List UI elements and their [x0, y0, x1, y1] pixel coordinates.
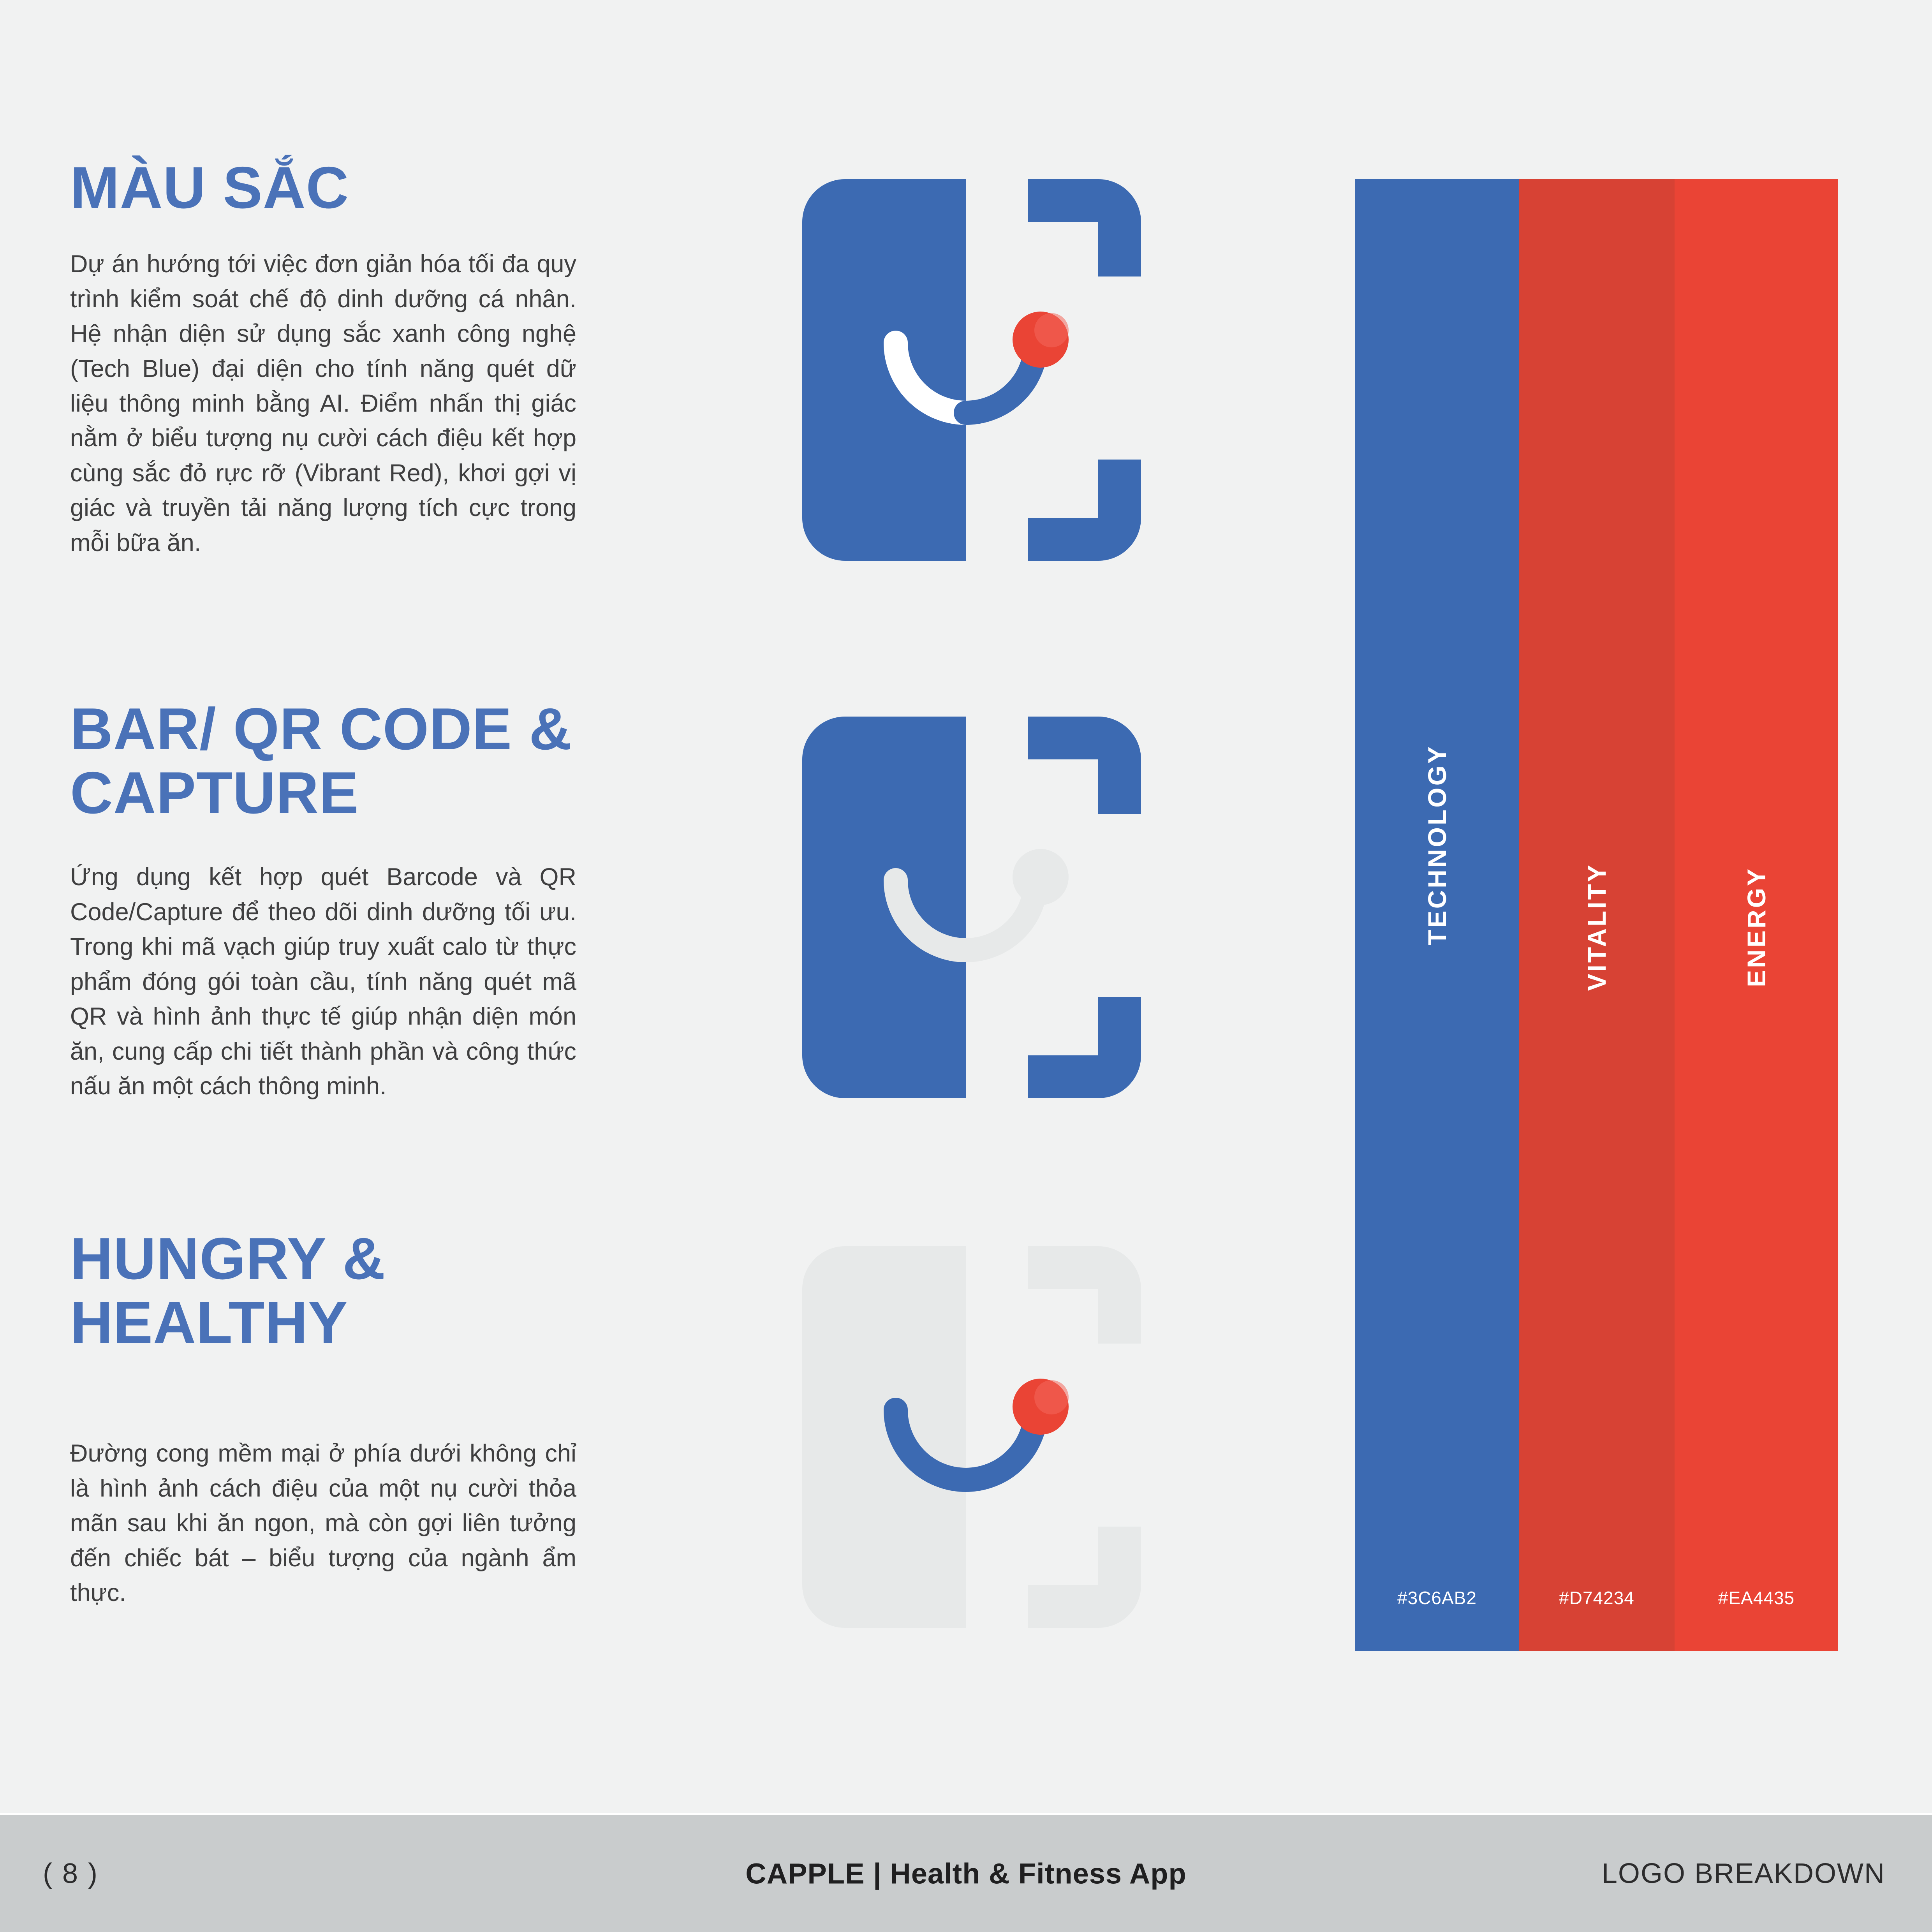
swatch-vitality-hex: #D74234	[1559, 1588, 1634, 1608]
swatch-vitality-label: VITALITY	[1582, 863, 1611, 991]
footer-section-label: LOGO BREAKDOWN	[1601, 1858, 1885, 1889]
section-hungry-body: Đường cong mềm mại ở phía dưới không chỉ là hình ảnh cách điệu của một nụ cười thỏa mãn sau khi ăn ngon, mà còn gợi liên tưởng đến chiếc bát – biểu tượng của ngành ẩm thực.	[70, 1440, 576, 1607]
section-barqr-heading: BAR/ QR CODE & CAPTURE	[70, 696, 572, 826]
swatch-vitality	[1519, 179, 1675, 1651]
footer-inner	[0, 1815, 1932, 1932]
text-column	[70, 0, 600, 1815]
section-colors	[70, 156, 600, 560]
logo-mark-frame-only	[779, 713, 1168, 1102]
swatch-energy-hex: #EA4435	[1718, 1588, 1795, 1608]
footer-page-number: ( 8 )	[43, 1858, 99, 1889]
footer-project-title: CAPPLE | Health & Fitness App	[745, 1857, 1187, 1890]
logo-column	[740, 0, 1266, 1815]
section-barqr-body: Ứng dụng kết hợp quét Barcode và QR Code/Capture để theo dõi dinh dưỡng tối ưu. Trong khi mã vạch giúp truy xuất calo từ thực phẩm đóng gói toàn cầu, tính năng quét mã QR và hình ảnh thực tế giúp nhận diện món ăn, cung cấp chi tiết thành phần và công thức nấu ăn một cách thông minh.	[70, 863, 576, 1100]
swatch-technology-hex: #3C6AB2	[1397, 1588, 1477, 1608]
swatch-energy-label: ENERGY	[1742, 866, 1771, 987]
section-colors-heading: MÀU SẮC	[70, 155, 349, 221]
color-palette	[1355, 179, 1838, 1651]
page-footer	[0, 1813, 1932, 1932]
swatch-energy	[1675, 179, 1838, 1651]
swatch-technology-label: TECHNOLOGY	[1423, 745, 1451, 946]
section-hungry-heading: HUNGRY & HEALTHY	[70, 1226, 386, 1356]
section-hungry	[70, 1227, 600, 1611]
logo-frame-only-icon	[779, 713, 1168, 1102]
logo-mark-full-color	[779, 175, 1168, 565]
section-colors-body: Dự án hướng tới việc đơn giản hóa tối đa quy trình kiểm soát chế độ dinh dưỡng cá nhân. Hệ nhận diện sử dụng sắc xanh công nghệ (Tech Blue) đại diện cho tính năng quét dữ liệu thông minh bằng AI. Điểm nhấn thị giác nằm ở biểu tượng nụ cười cách điệu kết hợp cùng sắc đỏ rực rỡ (Vibrant Red), khơi gợi vị giác và truyền tải năng lượng tích cực trong mỗi bữa ăn.	[70, 250, 576, 557]
logo-mark-smile-only	[779, 1242, 1168, 1632]
logo-full-color-icon	[779, 175, 1168, 565]
swatch-technology	[1355, 179, 1519, 1651]
logo-smile-only-icon	[779, 1242, 1168, 1632]
section-barqr	[70, 697, 600, 1104]
